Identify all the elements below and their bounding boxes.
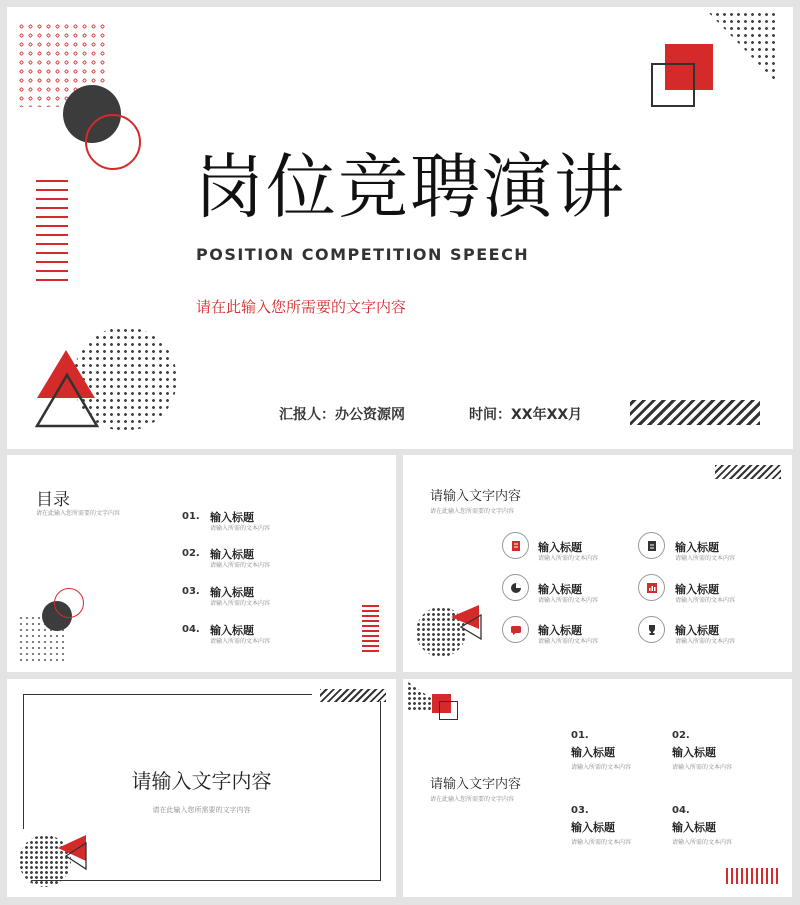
red-ring [85,114,141,170]
feature-desc: 请输入所需的文本内容 [538,555,599,562]
red-stripe-lines [362,605,379,655]
section-title: 请输入文字内容 [131,769,272,793]
toc-item-desc: 请输入所需的文本内容 [210,525,271,532]
reporter-label: 汇报人：办公资源网 [279,407,405,423]
toc-item-title: 输入标题 [210,548,254,561]
cover-tagline: 请在此输入您所需要的文字内容 [196,298,407,316]
grid-item-number: 02. [672,730,690,741]
toc-item-desc: 请输入所需的文本内容 [210,638,271,645]
section-subtitle: 请在此输入您所需要的文字内容 [152,806,251,814]
red-ring [54,588,84,618]
outline-square [439,701,458,720]
toc-subtitle: 请在此输入您所需要的文字内容 [36,510,121,517]
feature-title: 输入标题 [538,624,582,637]
toc-item-number: 01. [182,511,200,522]
outline-square [651,63,695,107]
icons-slide[interactable] [403,455,792,672]
outline-triangle [64,841,88,871]
cover-title: 岗位竞聘演讲 [194,146,626,228]
outline-triangle [459,613,483,641]
grid-item-desc: 请输入所需的文本内容 [672,839,733,846]
grid-item-desc: 请输入所需的文本内容 [672,764,733,771]
red-stripe-lines [36,180,68,282]
toc-item-number: 03. [182,586,200,597]
toc-item-desc: 请输入所需的文本内容 [210,600,271,607]
grid-item-title: 输入标题 [571,821,615,834]
bar-chart-icon [638,574,665,601]
hatch-bar [715,465,781,479]
grid-item-number: 01. [571,730,589,741]
hatch-bar [630,400,760,425]
dot-triangle-pattern [707,11,777,83]
toc-title: 目录 [36,490,70,510]
slide-title: 请输入文字内容 [430,777,522,792]
toc-item-title: 输入标题 [210,624,254,637]
edit-document-icon [502,532,529,559]
grid-item-title: 输入标题 [672,746,716,759]
slide-title: 请输入文字内容 [430,489,522,504]
feature-desc: 请输入所需的文本内容 [675,597,736,604]
feature-title: 输入标题 [675,624,719,637]
toc-item-title: 输入标题 [210,586,254,599]
feature-desc: 请输入所需的文本内容 [538,597,599,604]
toc-slide[interactable] [7,455,396,672]
section-slide[interactable] [7,679,396,897]
grid-item-number: 03. [571,805,589,816]
cover-subtitle-en: POSITION COMPETITION SPEECH [196,245,530,264]
feature-title: 输入标题 [538,541,582,554]
chat-bubble-icon [502,616,529,643]
grid-item-desc: 请输入所需的文本内容 [571,839,632,846]
grid-slide[interactable] [403,679,792,897]
toc-item-title: 输入标题 [210,511,254,524]
time-label: 时间：XX年XX月 [469,407,583,423]
toc-item-number: 02. [182,548,200,559]
grid-item-title: 输入标题 [571,746,615,759]
slide-subtitle: 请在此输入您所需要的文字内容 [430,796,515,803]
grid-item-title: 输入标题 [672,821,716,834]
feature-title: 输入标题 [538,583,582,596]
feature-title: 输入标题 [675,541,719,554]
clipboard-icon [638,532,665,559]
trophy-icon [638,616,665,643]
grid-item-number: 04. [672,805,690,816]
feature-title: 输入标题 [675,583,719,596]
pie-chart-icon [502,574,529,601]
feature-desc: 请输入所需的文本内容 [538,638,599,645]
red-vertical-lines [726,868,778,884]
hatch-bar [320,689,386,702]
cover-slide[interactable] [7,7,793,449]
toc-item-desc: 请输入所需的文本内容 [210,562,271,569]
toc-item-number: 04. [182,624,200,635]
outline-triangle [35,372,99,428]
grid-item-desc: 请输入所需的文本内容 [571,764,632,771]
slide-subtitle: 请在此输入您所需要的文字内容 [430,508,515,515]
feature-desc: 请输入所需的文本内容 [675,555,736,562]
feature-desc: 请输入所需的文本内容 [675,638,736,645]
